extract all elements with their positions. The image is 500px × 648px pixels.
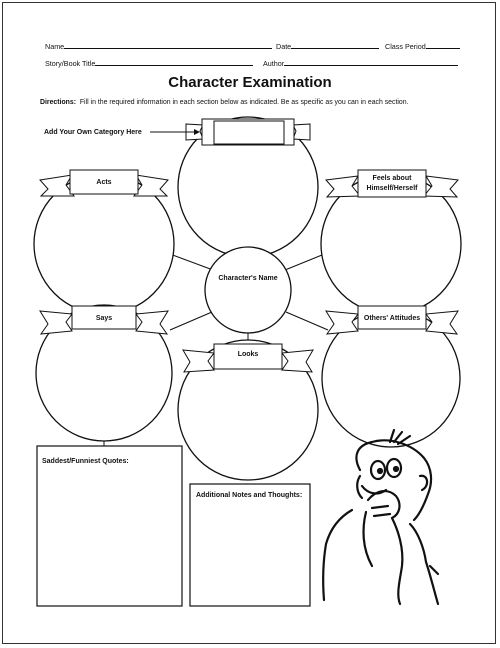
directions-text: Fill in the required information in each section below as indicated. Be as specific as you can in each section. [79,99,409,106]
banner-category-top [186,119,310,145]
story-title-label: Story/Book Title [45,59,96,68]
looks-label: Looks [237,351,259,358]
character-name-bubble[interactable] [205,247,291,333]
feels-label-line1: Feels about [372,175,412,182]
quotes-box[interactable] [37,446,182,606]
name-label: Name [45,42,65,51]
quotes-label: Saddest/Funniest Quotes: [42,458,129,465]
date-label: Date [276,42,292,51]
class-period-label: Class Period [385,42,426,51]
banner-looks [183,344,313,372]
thinking-character-illustration [323,430,438,604]
says-label: Says [95,315,113,322]
page-title: Character Examination [168,74,332,91]
others-label: Others' Attitudes [363,315,421,322]
author-label: Author [263,59,285,68]
directions-label: Directions: [40,99,76,106]
add-category-label: Add Your Own Category Here [44,129,142,136]
acts-label: Acts [96,179,112,186]
notes-box[interactable] [190,484,310,606]
notes-label: Additional Notes and Thoughts: [196,492,303,499]
feels-label-line2: Himself/Herself [366,185,418,192]
character-name-label: Character's Name [218,275,278,282]
